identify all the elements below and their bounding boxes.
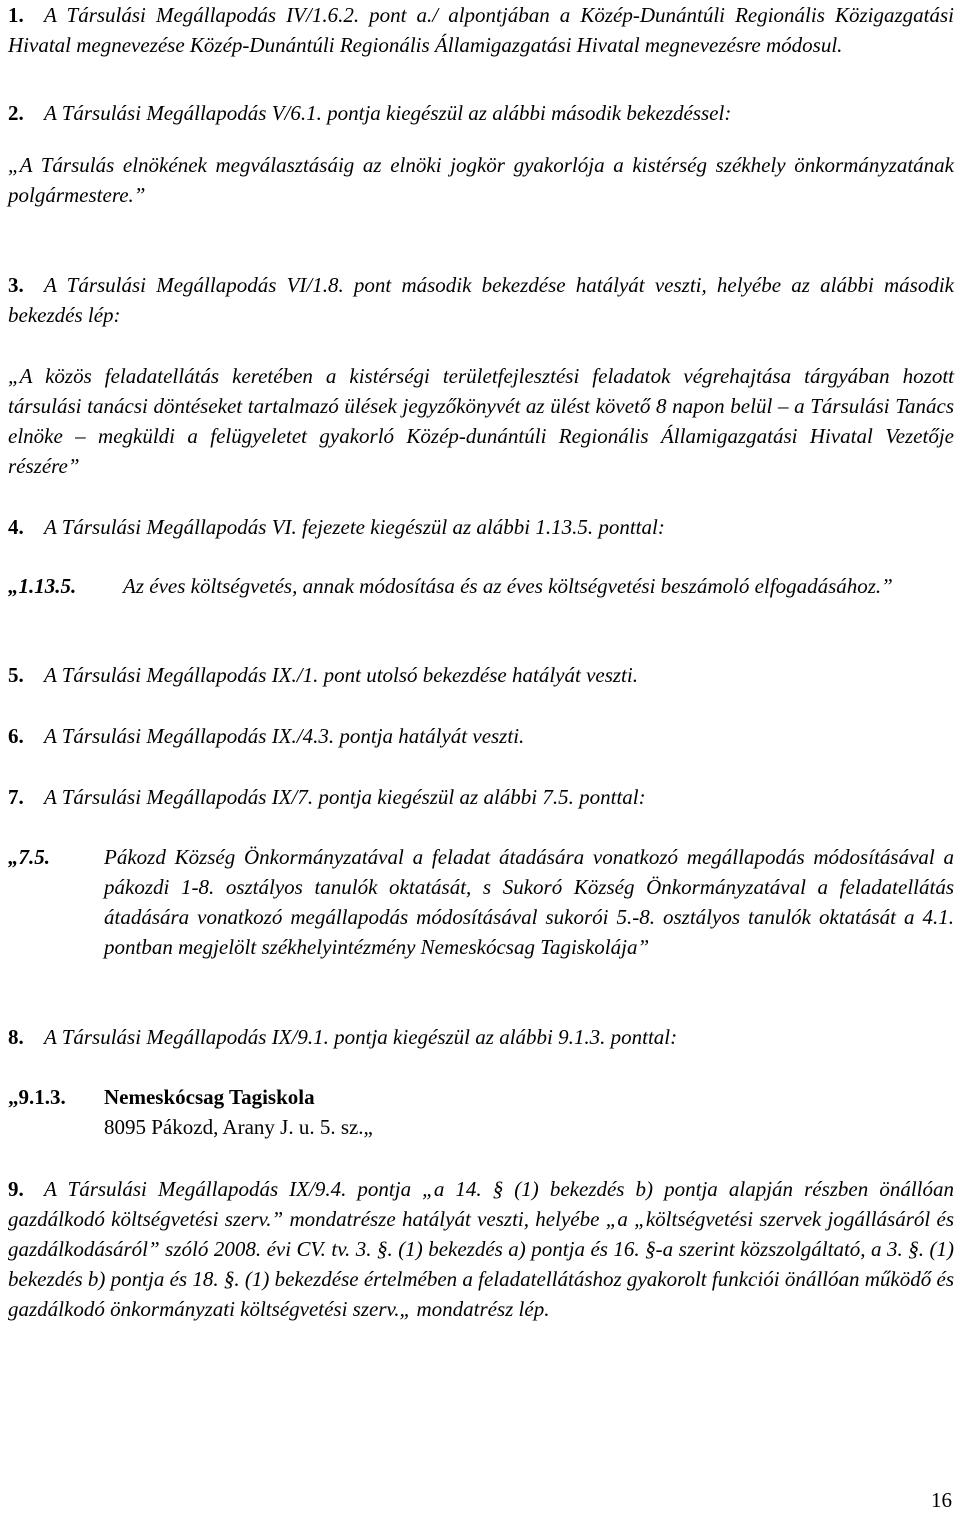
quote-3: „A közös feladatellátás keretében a kistérségi területfejlesztési feladatok végrehajtása tárgyában hozott társulási tanácsi döntéseket tartalmazó ülések jegyzőkönyvét az ülést követő 8 napon belül – a Társulási Tanács elnöke – megküldi a felügyeletet gyakorló Közép-dunántúli Regionális Államigazgatási Hivatal Vezetője részére”	[8, 364, 954, 478]
paragraph-number: 1.	[8, 3, 24, 27]
paragraph-text: A Társulási Megállapodás IX./4.3. pontja hatályát veszti.	[44, 724, 525, 748]
paragraph-number: 5.	[8, 663, 24, 687]
paragraph-number: 4.	[8, 515, 24, 539]
paragraph-4	[8, 512, 954, 542]
subpoint-number: „7.5.	[8, 845, 50, 869]
subpoint-text: Az éves költségvetés, annak módosítása és az éves költségvetési beszámoló elfogadásához.”	[123, 574, 893, 598]
paragraph-number: 2.	[8, 101, 24, 125]
subpoint-title: Nemeskócsag Tagiskola	[104, 1085, 315, 1109]
quote-2: „A Társulás elnökének megválasztásáig az elnöki jogkör gyakorlója a kistérség székhely önkormányzatának polgármestere.”	[8, 153, 954, 207]
paragraph-text: A Társulási Megállapodás V/6.1. pontja kiegészül az alábbi második bekezdéssel:	[44, 101, 732, 125]
paragraph-text: A Társulási Megállapodás VI/1.8. pont második bekezdése hatályát veszti, helyébe az alábbi második bekezdés lép:	[8, 273, 954, 327]
subpoint-9-1-3	[8, 1082, 954, 1142]
paragraph-9	[8, 1174, 954, 1324]
paragraph-8	[8, 1022, 954, 1052]
paragraph-number: 3.	[8, 273, 24, 297]
subpoint-number: „9.1.3.	[8, 1085, 66, 1109]
subpoint-1-13-5	[8, 571, 954, 631]
paragraph-number: 9.	[8, 1177, 24, 1201]
paragraph-text: A Társulási Megállapodás IX/7. pontja kiegészül az alábbi 7.5. ponttal:	[44, 785, 646, 809]
paragraph-6	[8, 721, 954, 751]
subpoint-7-5	[8, 842, 954, 992]
paragraph-text: A Társulási Megállapodás VI. fejezete kiegészül az alábbi 1.13.5. ponttal:	[44, 515, 665, 539]
page-number: 16	[931, 1488, 952, 1512]
paragraph-number: 7.	[8, 785, 24, 809]
paragraph-3	[8, 270, 954, 330]
paragraph-1	[8, 0, 954, 60]
paragraph-number: 6.	[8, 724, 24, 748]
paragraph-7	[8, 782, 954, 812]
paragraph-text: A Társulási Megállapodás IX/9.1. pontja kiegészül az alábbi 9.1.3. ponttal:	[44, 1025, 678, 1049]
paragraph-text: A Társulási Megállapodás IX./1. pont utolsó bekezdése hatályát veszti.	[44, 663, 638, 687]
subpoint-address: 8095 Pákozd, Arany J. u. 5. sz.„	[104, 1115, 373, 1139]
subpoint-text: Pákozd Község Önkormányzatával a feladat átadására vonatkozó megállapodás módosításával a pákozdi 1-8. osztályos tanulók oktatását, s Sukoró Község Önkormányzatával a feladatellátás átadására vonatkozó megállapodás módosításával sukorói 5.-8. osztályos tanulók oktatását a 4.1. pontban megjelölt székhelyintézmény Nemeskócsag Tagiskolája”	[104, 845, 954, 959]
paragraph-number: 8.	[8, 1025, 24, 1049]
subpoint-number: „1.13.5.	[8, 574, 77, 598]
paragraph-text: A Társulási Megállapodás IX/9.4. pontja „a 14. § (1) bekezdés b) pontja alapján részben önállóan gazdálkodó költségvetési szerv.” mondatrésze hatályát veszti, helyébe „a „költségvetési szervek jogállásáról és gazdálkodásáról” szóló 2008. évi CV. tv. 3. §. (1) bekezdés a) pontja és 16. §-a szerint közszolgáltató, a 3. §. (1) bekezdés b) pontja és 18. §. (1) bekezdése értelmében a feladatellátáshoz gyakorolt funkciói önállóan működő és gazdálkodó önkormányzati költségvetési szerv.„ mondatrész lép.	[8, 1177, 954, 1321]
paragraph-5	[8, 660, 954, 690]
paragraph-2	[8, 98, 954, 128]
paragraph-text: A Társulási Megállapodás IV/1.6.2. pont a./ alpontjában a Közép-Dunántúli Regionális Közigazgatási Hivatal megnevezése Közép-Dunántúli Regionális Államigazgatási Hivatal megnevezésre módosul.	[8, 3, 954, 57]
